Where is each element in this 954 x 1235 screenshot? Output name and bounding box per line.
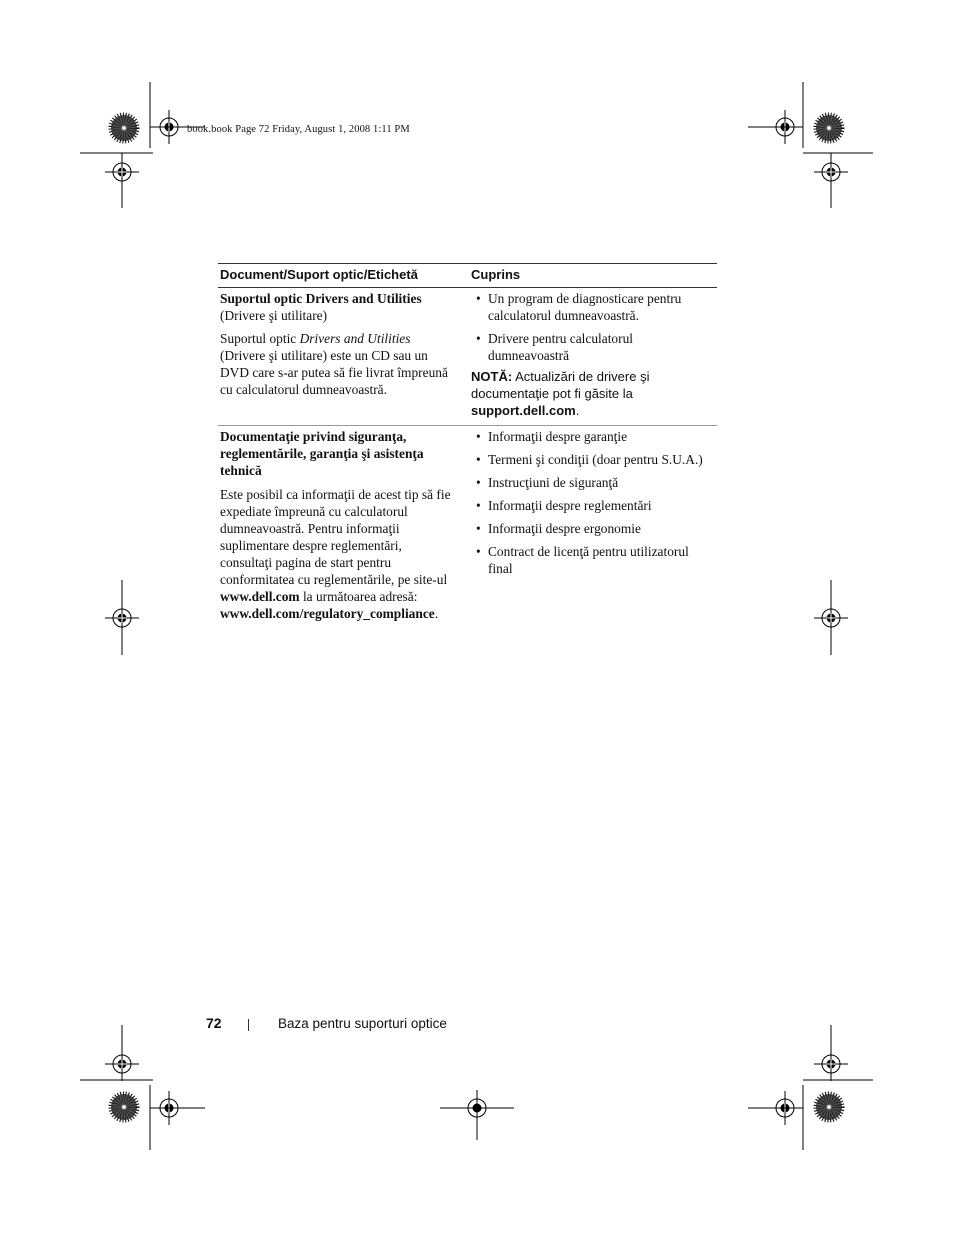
cell-drivers-media: [218, 288, 469, 426]
safety-docs-title: Documentaţie privind siguranţa, reglementările, garanţia şi asistenţa tehnică: [220, 429, 424, 478]
drivers-media-subtitle: (Drivere şi utilitare): [220, 308, 328, 323]
table-header-row: [218, 264, 717, 288]
column-header-contents: Cuprins: [469, 264, 717, 288]
safety-contents-list: [471, 428, 715, 577]
row-title: [220, 290, 457, 324]
list-item: • Informaţii despre ergonomie: [471, 520, 715, 537]
list-item: • Instrucţiuni de siguranţă: [471, 474, 715, 491]
note-label: NOTĂ:: [471, 369, 513, 384]
footer-section-title: Baza pentru suporturi optice: [278, 1016, 447, 1031]
page-number: 72: [206, 1015, 222, 1031]
cell-safety-docs: [218, 426, 469, 626]
list-item: • Drivere pentru calculatorul dumneavoastră: [471, 330, 715, 364]
support-link[interactable]: support.dell.com: [471, 403, 576, 418]
table-row: [218, 426, 717, 626]
list-item: • Termeni şi condiţii (doar pentru S.U.A.): [471, 451, 715, 468]
row-title: [220, 428, 457, 479]
drivers-media-description: Suportul optic Drivers and Utilities (Drivere şi utilitare) este un CD sau un DVD care s-ar putea să fie livrat împreună cu calculatorul dumneavoastră.: [220, 331, 448, 397]
list-item: • Contract de licenţă pentru utilizatorul final: [471, 543, 715, 577]
footer-divider: [248, 1019, 249, 1031]
regulatory-link[interactable]: www.dell.com/regulatory_compliance: [220, 606, 435, 621]
list-item: • Informaţii despre garanţie: [471, 428, 715, 445]
safety-docs-description: Este posibil ca informaţii de acest tip să fie expediate împreună cu calculatorul dumneavoastră. Pentru informaţii suplimentare despre reglementări, consultaţi pagina de start pentru conformitatea cu reglementările, pe site-ul www.dell.com la următoarea adresă: www.dell.com/regulatory_compliance.: [220, 487, 451, 621]
column-header-document: Document/Suport optic/Etichetă: [218, 264, 469, 288]
cell-safety-contents: [469, 426, 717, 626]
document-table: [218, 263, 717, 625]
drivers-media-title: Suportul optic Drivers and Utilities: [220, 291, 422, 306]
drivers-contents-list: [471, 290, 715, 364]
print-header-info: book.book Page 72 Friday, August 1, 2008 1:11 PM: [187, 124, 410, 135]
dell-link[interactable]: www.dell.com: [220, 589, 300, 604]
note-callout: NOTĂ: Actualizări de drivere şi documentaţie pot fi găsite la support.dell.com.: [471, 369, 650, 418]
table-row: [218, 288, 717, 426]
list-item: • Informaţii despre reglementări: [471, 497, 715, 514]
cell-drivers-contents: [469, 288, 717, 426]
list-item: • Un program de diagnosticare pentru calculatorul dumneavoastră.: [471, 290, 715, 324]
